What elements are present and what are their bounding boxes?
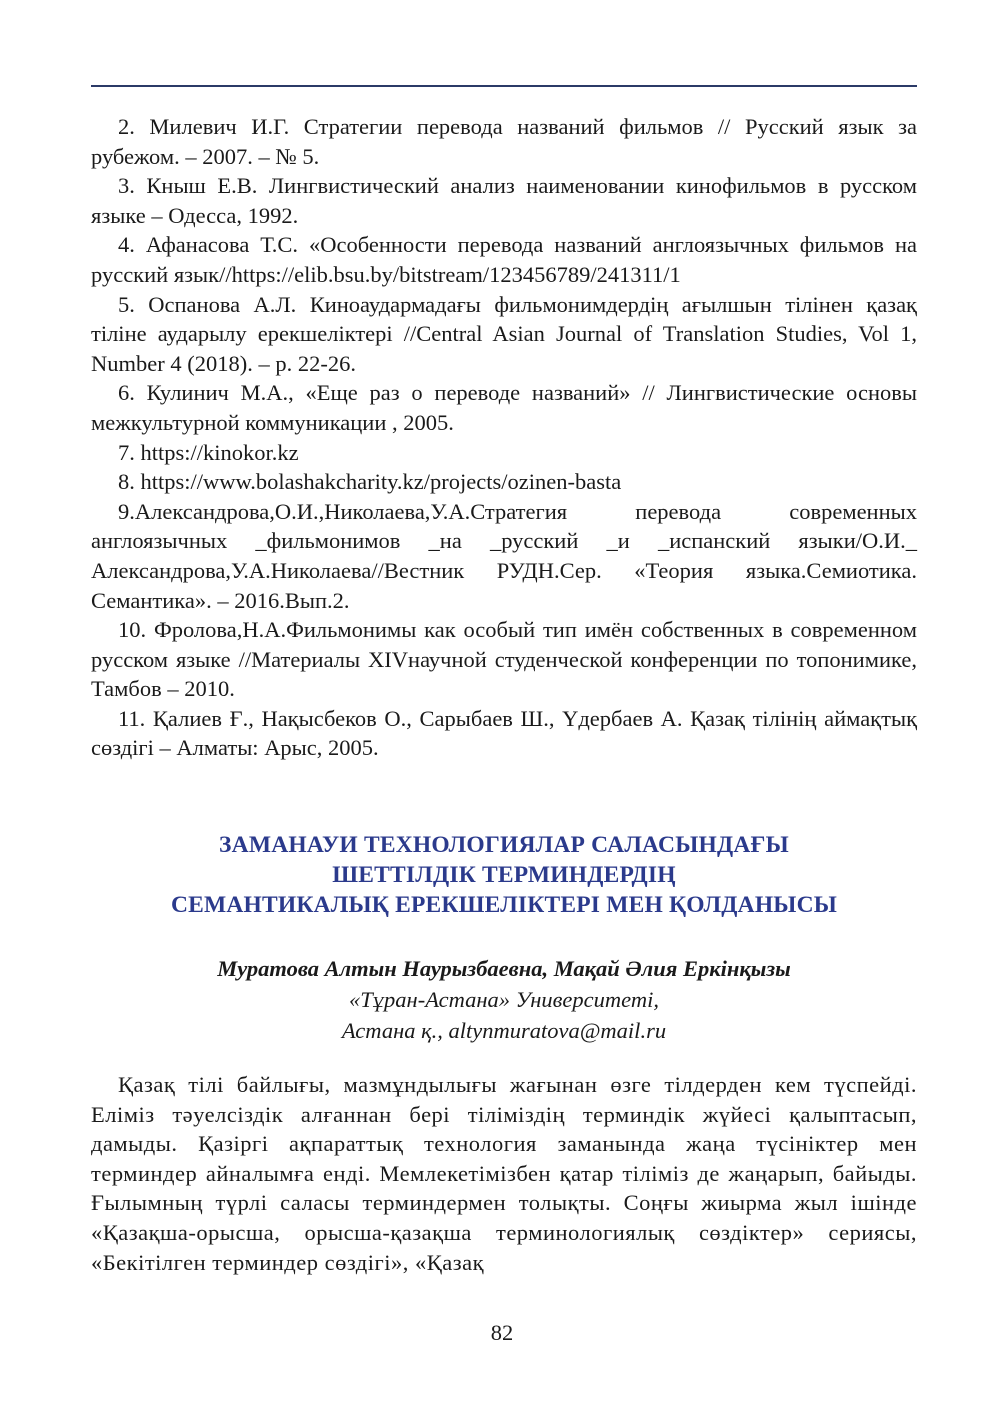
reference-item: 9.Александрова,О.И.,Николаева,У.А.Стратегия перевода современных англоязычных _фильмонимов _на _русский _и _испанский языки/О.И._ Александрова,У.А.Николаева//Вестник РУДН.Сер. «Теория языка.Семиотика. Семантика». – 2016.Вып.2.: [91, 498, 917, 613]
article-title-line: СЕМАНТИКАЛЫҚ ЕРЕКШЕЛІКТЕРІ МЕН ҚОЛДАНЫСЫ: [170, 892, 838, 918]
page-number: 82: [490, 1320, 514, 1345]
reference-item: 7. https://kinokor.kz: [118, 439, 299, 465]
author-block: [91, 953, 917, 1046]
reference-item: 8. https://www.bolashakcharity.kz/projects/ozinen-basta: [118, 469, 622, 495]
reference-item: 10. Фролова,Н.А.Фильмонимы как особый тип имён собственных в современном русском языке //Материалы XIVнаучной студенческой конференции по топонимике, Тамбов – 2010.: [91, 617, 917, 702]
reference-item: 3. Кныш Е.В. Лингвистический анализ наименовании кинофильмов в русском языке – Одесса, 1992.: [91, 173, 917, 228]
article-title-line: ШЕТТІЛДІК ТЕРМИНДЕРДІҢ: [332, 862, 676, 888]
reference-item: 11. Қалиев Ғ., Нақысбеков О., Сарыбаев Ш., Үдербаев А. Қазақ тілінің аймақтық сөздігі – Алматы: Арыс, 2005.: [91, 705, 917, 761]
header-rule: [91, 85, 917, 87]
article-title-line: ЗАМАНАУИ ТЕХНОЛОГИЯЛАР САЛАСЫНДАҒЫ: [219, 832, 789, 858]
author-affiliation: «Тұран-Астана» Университеті,: [349, 987, 659, 1012]
reference-item: 6. Кулинич М.А., «Еще раз о переводе названий» // Лингвистические основы межкультурной коммуникации , 2005.: [91, 380, 917, 435]
reference-list: [91, 112, 917, 763]
article-body-paragraph: Қазақ тілі байлығы, мазмұндылығы жағынан өзге тілдерден кем түспейді. Еліміз тәуелсіздік алғаннан бері тіліміздің терминдік жүйесі қалыптасып, дамыды. Қазіргі ақпараттық технология заманында жаңа түсініктер мен терминдер айналымға енді. Мемлекетімізбен қатар тіліміз де жаңарып, байыды. Ғылымның түрлі саласы терминдермен толықты. Соңғы жиырма жыл ішінде «Қазақша-орысша, орысша-қазақша терминологиялық сөздіктер» сериясы, «Бекітілген терминдер сөздігі», «Қазақ: [91, 1072, 917, 1275]
reference-item: 2. Милевич И.Г. Стратегии перевода названий фильмов // Русский язык за рубежом. – 2007. – № 5.: [91, 114, 917, 169]
author-names: Муратова Алтын Наурызбаевна, Мақай Әлия Еркінқызы: [217, 956, 791, 981]
author-location-email: Астана қ., altynmuratova@mail.ru: [341, 1018, 667, 1043]
reference-item: 4. Афанасова Т.С. «Особенности перевода названий англоязычных фильмов на русский язык//https://elib.bsu.by/bitstream/123456789/241311/1: [91, 232, 917, 287]
article-title: [91, 830, 917, 920]
reference-item: 5. Оспанова А.Л. Киноаудармадағы фильмонимдердің ағылшын тілінен қазақ тіліне аударылу ерекшеліктері //Central Asian Journal of Translation Studies, Vol 1, Number 4 (2018). – p. 22-26.: [91, 291, 917, 376]
